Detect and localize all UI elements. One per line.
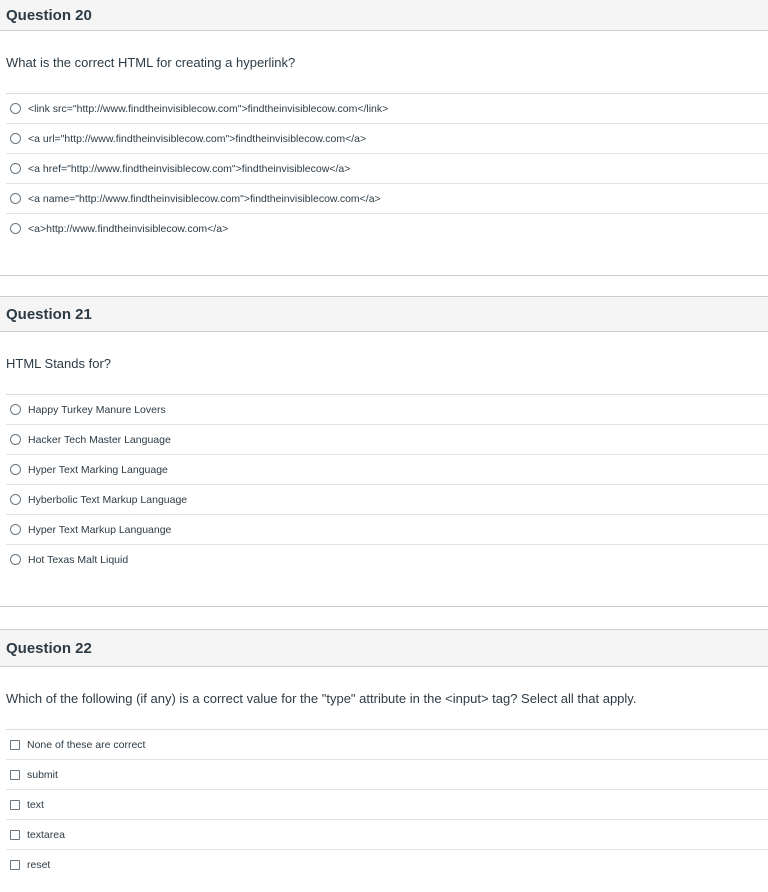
answer-option[interactable] <box>6 213 768 243</box>
radio-button[interactable] <box>10 223 21 234</box>
answer-label[interactable]: Hacker Tech Master Language <box>28 433 171 446</box>
answer-label[interactable]: Hyper Text Markup Languange <box>28 523 172 536</box>
answer-label[interactable]: Happy Turkey Manure Lovers <box>28 403 166 416</box>
answer-list <box>6 93 768 243</box>
answer-label[interactable]: submit <box>27 768 58 781</box>
question-text: HTML Stands for? <box>6 355 112 371</box>
question-header <box>0 0 768 31</box>
answer-option[interactable] <box>6 123 768 153</box>
answer-option[interactable] <box>6 484 768 514</box>
answer-label[interactable]: <a name="http://www.findtheinvisiblecow.com">findtheinvisiblecow.com</a> <box>28 192 381 205</box>
answer-list <box>6 394 768 574</box>
radio-button[interactable] <box>10 494 21 505</box>
answer-label[interactable]: Hyper Text Marking Language <box>28 463 168 476</box>
radio-button[interactable] <box>10 193 21 204</box>
answer-option[interactable] <box>6 454 768 484</box>
question-text: Which of the following (if any) is a correct value for the "type" attribute in the <input> tag? Select all that apply. <box>6 690 637 706</box>
answer-label[interactable]: None of these are correct <box>27 738 146 751</box>
radio-button[interactable] <box>10 103 21 114</box>
answer-option[interactable] <box>6 153 768 183</box>
question-header <box>0 296 768 332</box>
answer-option[interactable] <box>6 93 768 123</box>
answer-label[interactable]: <a url="http://www.findtheinvisiblecow.com">findtheinvisiblecow.com</a> <box>28 132 367 145</box>
radio-button[interactable] <box>10 524 21 535</box>
question-title: Question 22 <box>6 639 92 657</box>
answer-option[interactable] <box>6 789 768 819</box>
checkbox[interactable] <box>10 770 20 780</box>
question-footer <box>0 243 768 276</box>
answer-list <box>6 729 768 879</box>
answer-label[interactable]: <link src="http://www.findtheinvisiblecow.com">findtheinvisiblecow.com</link> <box>28 102 389 115</box>
question-title: Question 21 <box>6 305 92 323</box>
answer-option[interactable] <box>6 849 768 879</box>
radio-button[interactable] <box>10 404 21 415</box>
answer-option[interactable] <box>6 183 768 213</box>
question-22 <box>0 629 768 879</box>
question-footer <box>0 574 768 607</box>
answer-label[interactable]: <a>http://www.findtheinvisiblecow.com</a> <box>28 222 229 235</box>
checkbox[interactable] <box>10 830 20 840</box>
radio-button[interactable] <box>10 464 21 475</box>
answer-option[interactable] <box>6 729 768 759</box>
radio-button[interactable] <box>10 554 21 565</box>
answer-option[interactable] <box>6 514 768 544</box>
answer-option[interactable] <box>6 424 768 454</box>
checkbox[interactable] <box>10 740 20 750</box>
answer-label[interactable]: Hot Texas Malt Liquid <box>28 553 129 566</box>
answer-label[interactable]: text <box>27 798 44 811</box>
answer-label[interactable]: textarea <box>27 828 65 841</box>
answer-label[interactable]: <a href="http://www.findtheinvisiblecow.com">findtheinvisiblecow</a> <box>28 162 351 175</box>
checkbox[interactable] <box>10 800 20 810</box>
checkbox[interactable] <box>10 860 20 870</box>
question-header <box>0 629 768 667</box>
answer-label[interactable]: reset <box>27 858 51 871</box>
answer-label[interactable]: Hyberbolic Text Markup Language <box>28 493 188 506</box>
radio-button[interactable] <box>10 163 21 174</box>
question-20 <box>0 0 768 276</box>
answer-option[interactable] <box>6 759 768 789</box>
question-title: Question 20 <box>6 6 92 24</box>
question-21 <box>0 296 768 607</box>
radio-button[interactable] <box>10 434 21 445</box>
answer-option[interactable] <box>6 544 768 574</box>
radio-button[interactable] <box>10 133 21 144</box>
answer-option[interactable] <box>6 394 768 424</box>
answer-option[interactable] <box>6 819 768 849</box>
question-text: What is the correct HTML for creating a hyperlink? <box>6 54 296 70</box>
